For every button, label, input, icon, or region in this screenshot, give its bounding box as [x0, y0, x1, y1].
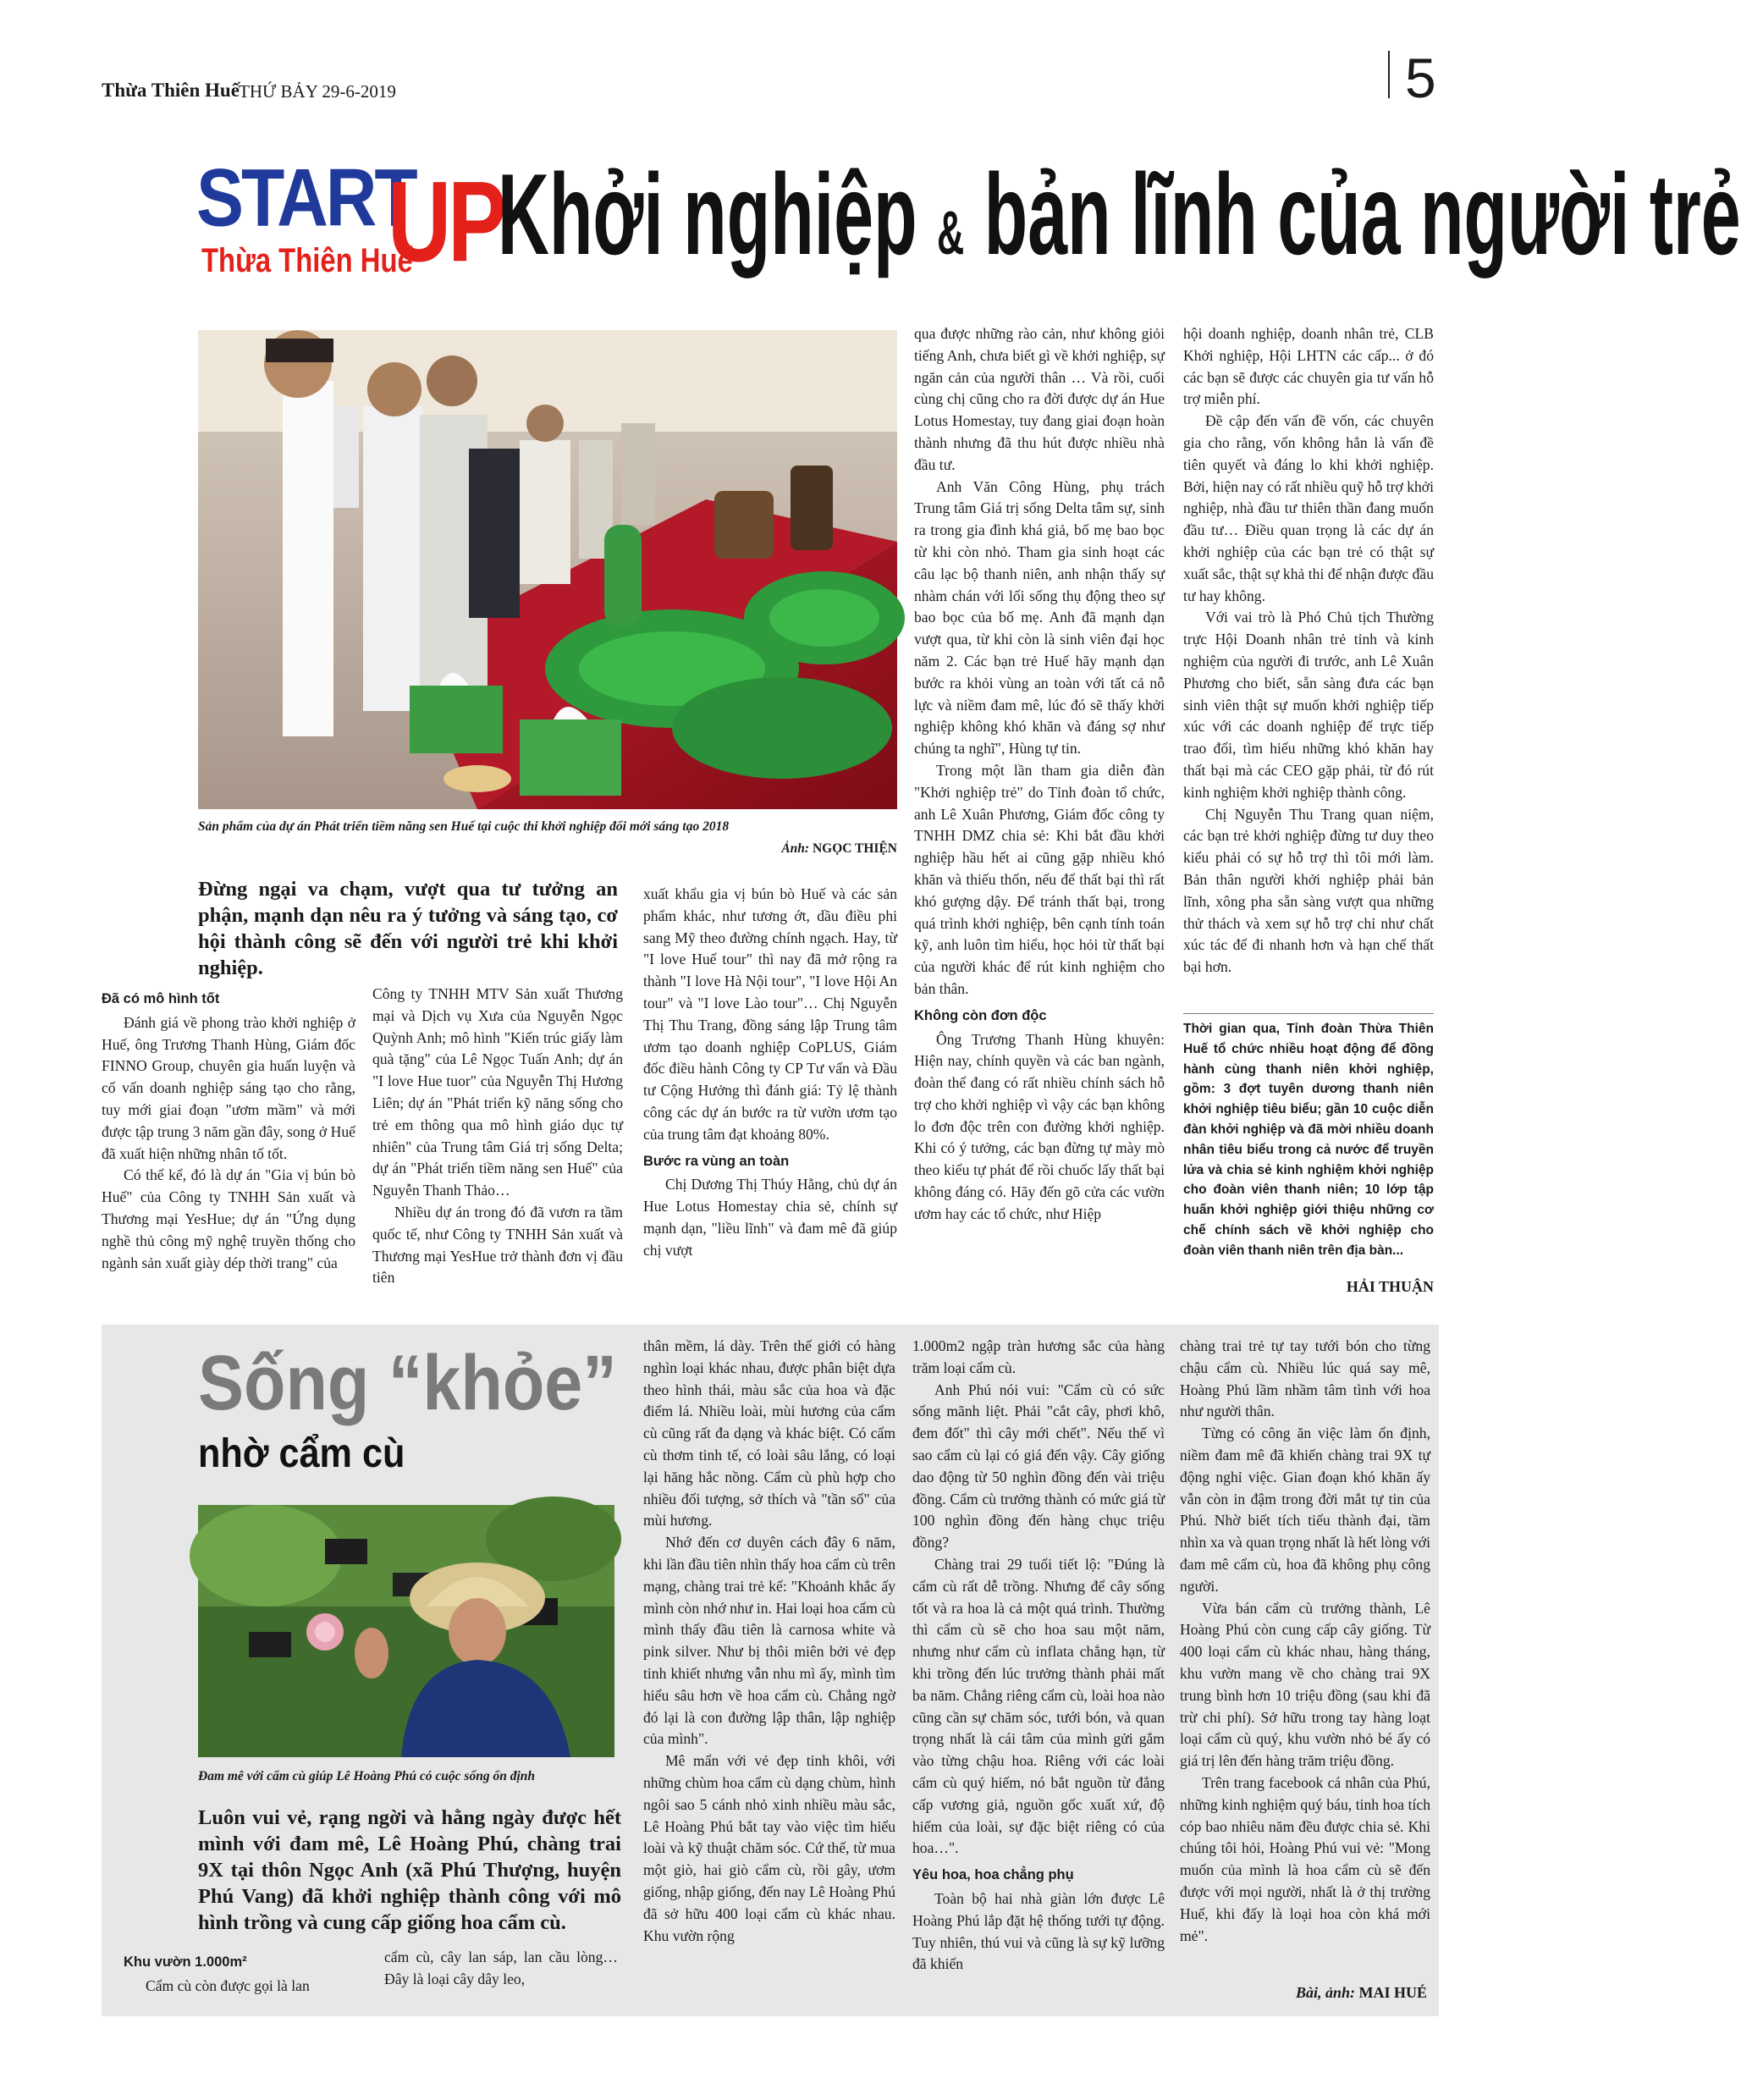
paragraph: thân mềm, lá dày. Trên thế giới có hàng nghìn loại khác nhau, được phân biệt dựa theo hình thái, màu sắc của hoa và đặc điểm lá. Nhiều loài, mùi hương của cẩm cù cũng rất đa dạng và khác biệt. Có cẩm cù thơm tinh tế, có loài sâu lắng, có loại lại hăng hắc nồng. Cẩm cù phù hợp cho nhiều đối tượng, sở thích và "tần số" của mùi hương.	[643, 1337, 895, 1530]
gardener-photo-illustration	[198, 1505, 614, 1757]
paragraph: Cẩm cù còn được gọi là lan	[146, 1976, 310, 1994]
exhibition-photo-illustration	[198, 330, 897, 809]
headline-part2: bản lĩnh của người trẻ	[983, 150, 1741, 278]
subhead-good-models: Đã có mô hình tốt	[102, 991, 220, 1006]
photo-caption-2: Đam mê với cẩm cù giúp Lê Hoàng Phú có cuộc sống ổn định	[198, 1769, 535, 1783]
paragraph: Trên trang facebook cá nhân của Phú, những kinh nghiệm quý báu, tinh hoa tích cóp bao nhiêu năm đều được chia sẻ. Khi chúng tôi hỏi, Hoàng Phú vui vẻ: "Mong muốn của mình là hoa cẩm cù sẽ đến được với mọi người, nhất là ở thị trường Huế, khi đấy là loại hoa còn khá mới mẻ".	[1180, 1773, 1430, 1944]
logo-subtitle: Thừa Thiên Huế	[201, 242, 413, 279]
headline-part1: Khởi nghiệp	[498, 150, 917, 278]
headline-ampersand: &	[936, 200, 965, 267]
logo-start: START	[196, 152, 416, 244]
subhead-not-alone: Không còn đơn độc	[914, 1007, 1047, 1023]
paragraph: Ông Trương Thanh Hùng khuyên: Hiện nay, chính quyền và các ban ngành, đoàn thể đang có rất nhiều chính sách hỗ trợ cho khởi nghiệp vì vậy các bạn không lo đơn độc trên con đường khởi nghiệp. Khi có ý tưởng, các bạn đừng tự mày mò theo kiểu tự phát để rồi chuốc lấy thất bại không đáng có. Hãy đến gõ cửa các vườn ươm hay các tổ chức, như Hiệp	[914, 1030, 1165, 1222]
paragraph: Toàn bộ hai nhà giàn lớn được Lê Hoàng Phú lắp đặt hệ thống tưới tự động. Tuy nhiên, thú vui và cũng là sự kỹ lưỡng đã khiến	[912, 1889, 1165, 1973]
paragraph: Công ty TNHH MTV Sản xuất Thương mại và Dịch vụ Xưa của Nguyễn Ngọc Quỳnh Anh; mô hình "Kiến trúc giấy làm quà tặng" của Lê Ngọc Tuấn Anh; dự án "I love Hue tuor" của Nguyễn Thị Hương Liên; dự án "Phát triển kỹ năng sống cho trẻ em thông qua mô hình giáo dục tự nhiên" của Trung tâm Giá trị sống Delta; dự án "Phát triển tiềm năng sen Huế" của Nguyễn Thanh Thảo…	[372, 985, 623, 1199]
article1-column-2	[372, 984, 623, 1289]
info-box: Thời gian qua, Tỉnh đoàn Thừa Thiên Huế tổ chức nhiều hoạt động để đồng hành cùng thanh niên khởi nghiệp, gồm: 3 đợt tuyên dương thanh niên khởi nghiệp tiêu biểu; gần 10 cuộc diễn đàn khởi nghiệp và đã mời nhiều doanh nhân tiêu biểu trong cả nước để truyền lửa và chia sẻ kinh nghiệm khởi nghiệp cho đoàn viên thanh niên; 10 lớp tập huấn khởi nghiệp giới thiệu những cơ chế chính sách về khởi nghiệp cho đoàn viên thanh niên trên địa bàn...	[1183, 1022, 1434, 1258]
main-headline	[498, 150, 1741, 295]
article2-author-name: MAI HUÉ	[1358, 1984, 1427, 2001]
article1-column-3	[643, 884, 897, 1262]
paragraph: Nhớ đến cơ duyên cách đây 6 năm, khi lần đầu tiên nhìn thấy hoa cẩm cù trên mạng, chàng trai trẻ kể: "Khoảnh khắc ấy mình còn nhớ như in. Hai loại hoa cẩm cù mình thấy đầu tiên là carnosa white và pink silver. Như bị thôi miên bởi vẻ đẹp tinh khiết nhưng vẫn nhu mì ấy, mình tìm hiểu sâu hơn về hoa cẩm cù. Chẳng ngờ đó lại là con đường lập thân, lập nghiệp của mình".	[643, 1534, 895, 1748]
article2-author	[1180, 1984, 1427, 2002]
startup-logo	[196, 151, 504, 295]
article2-title	[198, 1339, 672, 1476]
paragraph: Chị Nguyễn Thu Trang quan niệm, các bạn trẻ khởi nghiệp đừng tư duy theo kiểu phải có sự hỗ trợ thì tôi mới làm. Bản thân người khởi nghiệp phải bản lĩnh, xông pha sẵn sàng vượt qua những thử thách và xem sự hỗ trợ chỉ như chất xúc tác để đi nhanh hơn và hạn chế thất bại hơn.	[1183, 805, 1434, 976]
article1-column-4	[914, 323, 1165, 1226]
paragraph: Vừa bán cẩm cù trưởng thành, Lê Hoàng Phú còn cung cấp cây giống. Từ 400 loại cẩm cù khác nhau, hàng tháng, khu vườn mang về cho chàng trai 9X trung bình hơn 10 triệu đồng (sau khi đã trừ chi phí). Sở hữu trong tay hàng loạt loại cẩm cù quý, khu vườn nhỏ bé ấy có giá trị lên đến hàng trăm triệu đồng.	[1180, 1599, 1430, 1770]
subhead-garden: Khu vườn 1.000m²	[124, 1954, 247, 1970]
paragraph: Nhiều dự án trong đó đã vươn ra tầm quốc tế, như Công ty TNHH Sản xuất và Thương mại YesHue trở thành đơn vị đầu tiên	[372, 1203, 623, 1287]
paragraph: Trong một lần tham gia diễn đàn "Khởi nghiệp trẻ" do Tỉnh đoàn tổ chức, anh Lê Xuân Phương, Giám đốc công ty TNHH DMZ chia sẻ: Khi bắt đầu khởi nghiệp hầu hết ai cũng gặp nhiều khó khăn và thiếu thốn, nếu để thất bại thì rất khó gượng dậy. Để tránh thất bại, trong quá trình khởi nghiệp, bên cạnh tính toán kỹ, anh luôn tìm hiểu, học hỏi từ thất bại của người khác để rút kinh nghiệm cho bản thân.	[914, 761, 1165, 997]
article2-column-4	[912, 1336, 1165, 1976]
paper-name: Thừa Thiên Huế	[102, 80, 240, 101]
article2-author-label: Bài, ảnh:	[1295, 1984, 1355, 2001]
article2-sapo: Luôn vui vẻ, rạng ngời và hằng ngày được hết mình với đam mê, Lê Hoàng Phú, chàng trai 9X tại thôn Ngọc Anh (xã Phú Thượng, huyện Phú Vang) đã khởi nghiệp thành công với mô hình trồng và cung cấp giống hoa cẩm cù.	[198, 1806, 621, 1934]
paragraph: Anh Văn Công Hùng, phụ trách Trung tâm Giá trị sống Delta tâm sự, sinh ra trong gia đình khá giả, bố mẹ bao bọc từ khi còn nhỏ. Tham gia sinh hoạt các câu lạc bộ thanh niên, anh nhận thấy sự nhàm chán với lối sống thụ động theo sự bao bọc của bố mẹ. Anh đã mạnh dạn vượt qua, từ khi còn là sinh viên đại học năm 2. Các bạn trẻ Huế hãy mạnh dạn bước ra khỏi vùng an toàn với tất cả nỗ lực và niềm đam mê, lúc đó sẽ thấy khởi nghiệp không khó khăn và đáng sợ như chúng ta nghĩ", Hùng tự tin.	[914, 477, 1165, 758]
photo-caption-1: Sản phẩm của dự án Phát triển tiềm năng sen Huế tại cuộc thi khởi nghiệp đổi mới sáng tạo 2018	[198, 819, 730, 834]
subhead-step-out: Bước ra vùng an toàn	[643, 1153, 790, 1169]
paragraph: 1.000m2 ngập tràn hương sắc của hàng trăm loại cẩm cù.	[912, 1337, 1165, 1376]
article2-column-3	[643, 1336, 895, 1947]
paragraph: Đánh giá về phong trào khởi nghiệp ở Huế, ông Trương Thanh Hùng, Giám đốc FINNO Group, chuyên gia huấn luyện và cố vấn doanh nghiệp sáng tạo cho rằng, tuy mới giai đoạn "ươm mầm" và mới được tập trung 3 năm gần đây, song ở Huế đã xuất hiện những nhân tố tốt.	[102, 1013, 355, 1162]
article1-column-5	[1183, 323, 1434, 978]
article2-column-1	[124, 1947, 352, 1998]
masthead	[102, 47, 1439, 109]
paragraph: Chị Dương Thị Thúy Hằng, chủ dự án Hue Lotus Homestay chia sẻ, chính sự mạnh dạn, "liều lĩnh" và đam mê đã giúp chị vượt	[643, 1176, 897, 1259]
paragraph: Đề cập đến vấn đề vốn, các chuyên gia cho rằng, vốn không hẳn là vấn đề tiên quyết và đáng lo khi khởi nghiệp. Bởi, hiện nay có rất nhiều quỹ hỗ trợ khởi nghiệp, nhà đầu tư thiên thần đang muốn đầu tư… Điều quan trọng là các dự án khởi nghiệp của các bạn trẻ có thật sự xuất sắc, thật sự khả thi để nhận được đầu tư hay không.	[1183, 412, 1434, 604]
article2-column-2	[384, 1947, 618, 1991]
paragraph: Với vai trò là Phó Chủ tịch Thường trực Hội Doanh nhân trẻ tỉnh và kinh nghiệm của người đi trước, anh Lê Xuân Phương cho biết, sẵn sàng đưa các bạn sinh viên thật sự muốn khởi nghiệp tiếp xúc với các doanh nghiệp để trực tiếp trao đổi, tìm hiểu những khó khăn hay thất bại mà các CEO gặp phải, từ đó rút kinh nghiệm khởi nghiệp thành công.	[1183, 609, 1434, 801]
paragraph: xuất khẩu gia vị bún bò Huế và các sản phẩm khác, như tương ớt, dầu điều phi sang Mỹ theo đường chính ngạch. Hay, từ "I love Huế tour" thì nay đã mở rộng ra thành "I love Hà Nội tour", "I love Hội An tour" và "I love Lào tour"… Chị Nguyễn Thị Thu Trang, đồng sáng lập Trung tâm ươm tạo doanh nghiệp CoPLUS, Giám đốc điều hành Công ty CP Tư vấn và Đầu tư Cộng Hưởng thì đánh giá: Tỷ lệ thành công các dự án bước ra từ vườn ươm tạo của trung tâm đạt khoảng 80%.	[643, 885, 897, 1143]
subhead-love-flowers: Yêu hoa, hoa chẳng phụ	[912, 1867, 1074, 1883]
paragraph: Có thể kể, đó là dự án "Gia vị bún bò Huế" của Công ty TNHH Sản xuất và Thương mại YesHue; dự án "Ứng dụng nghề thủ công mỹ nghệ truyền thống cho ngành sản xuất giày dép thời trang" của	[102, 1166, 355, 1271]
page-number: 5	[1405, 47, 1436, 109]
logo-up: UP	[388, 158, 504, 287]
photo-credit-label: Ảnh:	[781, 841, 810, 856]
article2-title-line1: Sống “khỏe”	[198, 1340, 617, 1426]
paragraph: hội doanh nghiệp, doanh nhân trẻ, CLB Khởi nghiệp, Hội LHTN các cấp... ở đó các bạn sẽ được các chuyên gia tư vấn hỗ trợ miễn phí.	[1183, 325, 1434, 408]
paragraph: qua được những rào cản, như không giỏi tiếng Anh, chưa biết gì về khởi nghiệp, sự ngăn cản của người thân … Và rồi, cuối cùng chị cũng cho ra đời được dự án Hue Lotus Homestay, tuy đang giai đoạn hoàn thành nhưng đã thu hút được nhiều nhà đầu tư.	[914, 325, 1165, 473]
header-divider	[1388, 51, 1390, 98]
article2-title-line2: nhờ cẩm cù	[198, 1431, 405, 1476]
issue-date: THỨ BẢY 29-6-2019	[239, 81, 396, 102]
photo-credit-name: NGỌC THIỆN	[812, 841, 897, 856]
article1-author: HẢI THUẬN	[1346, 1278, 1434, 1295]
paragraph: cẩm cù, cây lan sáp, lan cầu lòng…Đây là loại cây dây leo,	[384, 1948, 618, 1987]
article1-column-1	[102, 984, 355, 1274]
paragraph: Mê mẩn với vẻ đẹp tinh khôi, với những chùm hoa cẩm cù dạng chùm, hình ngôi sao 5 cánh nhỏ xinh nhiều màu sắc, Lê Hoàng Phú bắt tay vào việc tìm hiểu loài và kỹ thuật chăm sóc. Cứ thế, từ mua một giò, hai giò cẩm cù, rồi gây, ươm giống, nhập giống, đến nay Lê Hoàng Phú đã sở hữu 400 loại cẩm cù khác nhau. Khu vườn rộng	[643, 1752, 895, 1944]
paragraph: Anh Phú nói vui: "Cẩm cù có sức sống mãnh liệt. Phải "cắt cây, phơi khô, đem đốt" thì cây mới chết". Nếu thế vì sao cẩm cù lại có giá đến vậy. Cây giống dao động từ 50 nghìn đồng đến vài triệu đồng. Cẩm cù trưởng thành có mức giá từ 100 nghìn đồng đến hàng chục triệu đồng?	[912, 1381, 1165, 1552]
box-divider	[1183, 1013, 1434, 1014]
exhibition-photo	[198, 330, 897, 809]
article1-sapo: Đừng ngại va chạm, vượt qua tư tưởng an phận, mạnh dạn nêu ra ý tưởng và sáng tạo, cơ hội thành công sẽ đến với người trẻ khi khởi nghiệp.	[198, 878, 618, 979]
gardener-photo	[198, 1505, 614, 1757]
paragraph: chàng trai trẻ tự tay tưới bón cho từng chậu cẩm cù. Nhiều lúc quá say mê, Hoàng Phú lầm nhầm tâm tình với hoa như người thân.	[1180, 1337, 1430, 1420]
paragraph: Từng có công ăn việc làm ổn định, niềm đam mê đã khiến chàng trai 9X tự động nghỉ việc. Gian đoạn khó khăn ấy vẫn còn in đậm trong đời mắt tự tin của Phú. Nhờ biết tích tiểu thành đại, tầm nhìn xa và quan trọng nhất là hết lòng với đam mê cẩm cù, hoa đã không phụ công người.	[1180, 1425, 1430, 1595]
article2-column-5	[1180, 1336, 1430, 1947]
paragraph: Chàng trai 29 tuổi tiết lộ: "Đúng là cẩm cù rất dễ trồng. Nhưng để cây sống tốt và ra hoa là cả một quá trình. Thường thì cẩm cù sẽ cho hoa sau một năm, nhưng như cẩm cù inflata chẳng hạn, từ khi trồng đến lúc trưởng thành phải mất ba năm. Chẳng riêng cẩm cù, loài hoa nào cũng cần sự chăm sóc, tưới bón, và quan trọng nhất là cái tâm của mình gửi gắm vào từng chậu hoa. Riêng với các loài cẩm cù quý hiếm, nó bắt nguồn từ đẳng cấp vương giả, nguồn gốc xuất xứ, độ hiếm của loài, sự đặc biệt riêng có của hoa…".	[912, 1555, 1165, 1857]
photo-credit-1	[706, 841, 897, 857]
